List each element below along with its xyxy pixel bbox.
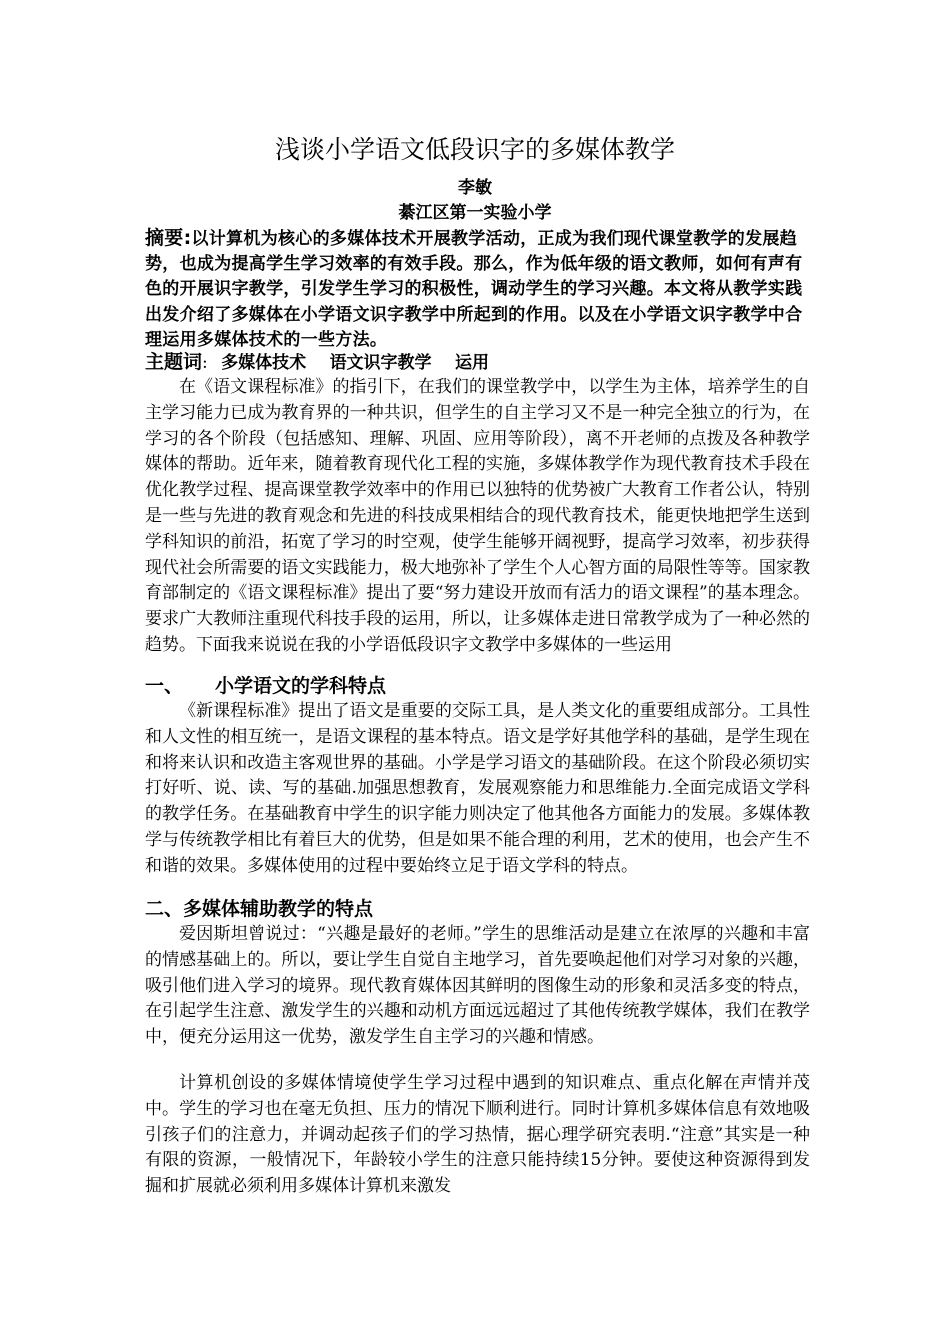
- section-1-heading: [145, 673, 810, 699]
- keyword-item: 多媒体技术: [221, 353, 307, 373]
- keyword-item: 运用: [454, 353, 489, 373]
- intro-paragraph: 在《语文课程标准》的指引下，在我们的课堂教学中，以学生为主体，培养学生的自主学习能力已成为教育界的一种共识，但学生的自主学习又不是一种完全独立的行为，在学习的各个阶段（包括感知、理解、巩固、应用等阶段），离不开老师的点拨及各种教学媒体的帮助。近年来，随着教育现代化工程的实施，多媒体教学作为现代教育技术手段在优化教学过程、提高课堂教学效率中的作用已以独特的优势被广大教育工作者公认，特别是一些与先进的教育观念和先进的科技成果相结合的现代教育技术，能更快地把学生送到学科知识的前沿，拓宽了学习的时空观，使学生能够开阔视野，提高学习效率，初步获得现代社会所需要的语文实践能力，极大地弥补了学生个人心智方面的局限性等等。国家教育部制定的《语文课程标准》提出了要“努力建设开放而有活力的语文课程”的基本理念。要求广大教师注重现代科技手段的运用，所以，让多媒体走进日常教学成为了一种必然的趋势。下面我来说说在我的小学语低段识字文教学中多媒体的一些运用: [145, 377, 810, 655]
- keywords-label: 主题词: [145, 351, 203, 373]
- author-name: 李敏: [458, 178, 492, 198]
- section-2-paragraph-2: 计算机创设的多媒体情境使学生学习过程中遇到的知识难点、重点化解在声情并茂中。学生的学习也在毫无负担、压力的情况下顺利进行。同时计算机多媒体信息有效地吸引孩子们的注意力，并调动起孩子们的学习热情，据心理学研究表明.“注意”其实是一种有限的资源，一般情况下，年龄较小学生的注意只能持续15分钟。要使这种资源得到发掘和扩展就必须利用多媒体计算机来激发: [145, 1073, 810, 1197]
- keywords: [145, 350, 810, 376]
- section-1-number: 一、: [145, 675, 184, 697]
- keyword-item: 语文识字教学: [329, 353, 432, 373]
- author-school: 綦江区第一实验小学: [398, 203, 552, 223]
- abstract-label: 摘要:: [145, 227, 192, 249]
- abstract-text: 以计算机为核心的多媒体技术开展教学活动，正成为我们现代课堂教学的发展趋势，也成为提高学生学习效率的有效手段。那么，作为低年级的语文教师，如何有声有色的开展识字教学，引发学生学习的积极性，调动学生的学习兴趣。本文将从教学实践出发介绍了多媒体在小学语文识字教学中所起到的作用。以及在小学语文识字教学中合理运用多媒体技术的一些方法。: [145, 229, 803, 350]
- section-2-heading: 二、多媒体辅助教学的特点: [145, 898, 374, 920]
- section-2-paragraph-1: 爱因斯坦曾说过：“兴趣是最好的老师。”学生的思维活动是建立在浓厚的兴趣和丰富的情感基础上的。所以，要让学生自觉自主地学习，首先要唤起他们对学习对象的兴趣，吸引他们进入学习的境界。现代教育媒体因其鲜明的图像生动的形象和灵活多变的特点，在引起学生注意、激发学生的兴趣和动机方面远远超过了其他传统教学媒体，我们在教学中，便充分运用这一优势，激发学生自主学习的兴趣和情感。: [145, 924, 810, 1048]
- keywords-colon: :: [202, 353, 208, 373]
- document-title: 浅谈小学语文低段识字的多媒体教学: [274, 135, 675, 164]
- section-1-title: 小学语文的学科特点: [215, 675, 387, 697]
- abstract: [145, 226, 810, 353]
- section-1-paragraph: 《新课程标准》提出了语文是重要的交际工具，是人类文化的重要组成部分。工具性和人文性的相互统一，是语文课程的基本特点。语文是学好其他学科的基础，是学生现在和将来认识和改造主客观世界的基础。小学是学习语文的基础阶段。在这个阶段必须切实打好听、说、读、写的基础.加强思想教育，发展观察能力和思维能力.全面完成语文学科的教学任务。在基础教育中学生的识字能力则决定了他其他各方面能力的发展。多媒体教学与传统教学相比有着巨大的优势，但是如果不能合理的利用，艺术的使用，也会产生不和谐的效果。多媒体使用的过程中要始终立足于语文学科的特点。: [145, 701, 810, 876]
